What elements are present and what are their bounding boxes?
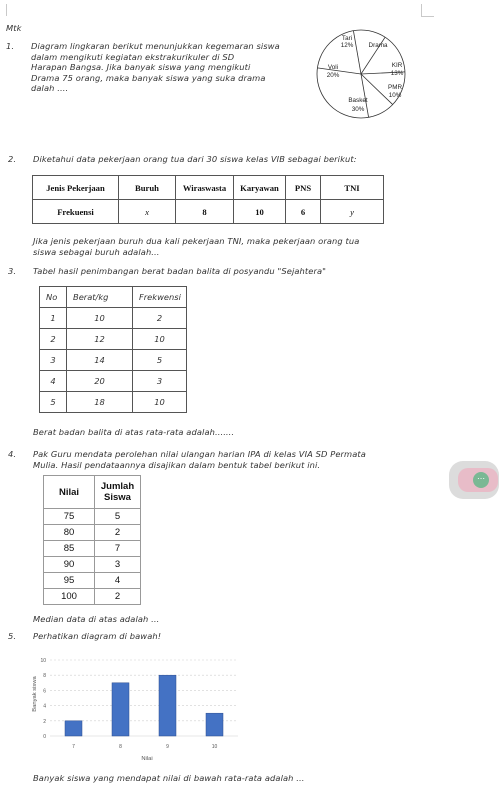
pie-value-basket: 30% [351,106,365,113]
chart-y-tick-label: 2 [43,718,46,725]
page-corner-right [421,4,434,17]
pie-label-drama: Drama [368,42,388,49]
pie-label-pmr: PMR [388,84,402,91]
q3-question: Berat badan balita di atas rata-rata adalah....... [33,427,235,437]
q2-cell: 6 [286,200,321,224]
chart-y-tick-label: 6 [43,688,46,695]
q3-header-cell: No [40,287,67,308]
chart-x-tick-label: 7 [72,744,75,750]
q3-cell: 10 [133,392,187,413]
pie-label-voli: Voli [327,64,339,71]
q2-cell: 10 [234,200,286,224]
q4-intro-line: Pak Guru mendata perolehan nilai ulangan harian IPA di kelas VIA SD Permata [33,449,366,459]
q4-cell: 75 [44,509,95,525]
q1-line: Diagram lingkaran berikut menunjukkan kegemaran siswa [31,41,280,51]
chart-x-tick-label: 10 [211,744,218,750]
q4-cell: 3 [95,557,141,573]
q4-cell: 80 [44,525,95,541]
q4-cell: 4 [95,573,141,589]
q1-line: dalah .... [31,83,69,94]
pie-chart [305,27,417,127]
chart-y-tick-label: 0 [43,734,46,740]
q2-cell: 8 [176,200,234,224]
q3-cell: 2 [133,308,187,329]
q2-question-line: Jika jenis pekerjaan buruh dua kali pekerjaan TNI, maka pekerjaan orang tua [33,236,360,246]
chart-x-axis-label: Nilai [141,756,153,762]
q3-cell: 2 [40,329,67,350]
q4-cell: 100 [44,589,95,605]
q2-table [32,175,384,224]
chart-y-tick-label: 10 [40,658,46,664]
q2-question-line: siswa sebagai buruh adalah... [33,247,160,257]
q1-line: Harapan Bangsa. Jika banyak siswa yang mengikuti [31,62,251,73]
bar-chart [30,652,245,764]
q2-header-cell: PNS [286,176,321,200]
q3-cell: 20 [67,371,133,392]
q3-cell: 4 [40,371,67,392]
q3-cell: 3 [133,371,187,392]
q4-cell: 90 [44,557,95,573]
q5-intro: Perhatikan diagram di bawah! [33,631,162,641]
pie-label-tari: Tari [341,35,353,42]
q4-cell: 5 [95,509,141,525]
pie-value-kir: 13% [390,70,404,77]
chart-y-tick-label: 4 [43,703,46,710]
pie-label-basket: Basket [348,97,368,104]
pie-value-voli: 20% [326,72,340,79]
q3-header-cell: Frekwensi [133,287,187,308]
q3-cell: 3 [40,350,67,371]
q3-cell: 14 [67,350,133,371]
q4-question: Median data di atas adalah ... [33,614,160,624]
pie-value-pmr: 10% [388,92,402,99]
chart-bar [65,721,82,736]
q3-table [39,286,187,413]
q3-number: 3. [8,266,17,276]
chart-y-tick-label: 8 [43,673,46,680]
chart-x-tick-label: 9 [166,744,169,750]
q3-cell: 5 [133,350,187,371]
q5-question: Banyak siswa yang mendapat nilai di bawah rata-rata adalah ... [33,773,305,783]
q2-question [33,236,359,258]
q4-cell: 95 [44,573,95,589]
q2-header-cell: Wiraswasta [176,176,234,200]
more-icon[interactable]: ⋯ [473,472,489,488]
q1-line: Drama 75 orang, maka banyak siswa yang suka drama [31,72,266,83]
q1-number: 1. [6,41,15,51]
q3-cell: 5 [40,392,67,413]
q2-header-cell: Jenis Pekerjaan [33,176,119,200]
q4-intro [33,449,366,471]
q2-number: 2. [8,154,17,164]
q3-cell: 1 [40,308,67,329]
chart-bar [159,675,176,736]
q3-cell: 12 [67,329,133,350]
q2-cell: x [119,200,176,224]
q2-intro: Diketahui data pekerjaan orang tua dari 30 siswa kelas VIB sebagai berikut: [33,154,357,164]
q2-cell: y [321,200,384,224]
q4-cell: 85 [44,541,95,557]
q2-row-label: Frekuensi [33,200,119,224]
q2-header-cell: Buruh [119,176,176,200]
chart-bar [112,683,129,736]
q4-cell: 2 [95,525,141,541]
subject-label: Mtk [6,23,22,33]
chart-bar [206,713,223,736]
page-corner-left [6,4,7,16]
pie-label-kir: KIR [391,62,403,69]
q4-table [43,475,141,605]
q4-intro-line: Mulia. Hasil pendataannya disajikan dalam bentuk tabel berikut ini. [33,460,321,470]
q4-cell: 7 [95,541,141,557]
q4-number: 4. [8,449,17,459]
q2-header-cell: Karyawan [234,176,286,200]
q4-header-cell: Jumlah Siswa [95,476,141,509]
q5-number: 5. [8,631,17,641]
q3-cell: 18 [67,392,133,413]
q2-header-cell: TNI [321,176,384,200]
q4-header-cell: Nilai [44,476,95,509]
q3-header-cell: Berat/kg [67,287,133,308]
q1-text [31,41,280,94]
q1-line: dalam mengikuti kegiatan ekstrakurikuler di SD [31,51,235,62]
chart-y-axis-label: Banyak siswa [32,676,38,712]
pie-value-tari: 12% [340,42,354,49]
q3-cell: 10 [133,329,187,350]
chart-x-tick-label: 8 [119,744,122,750]
q4-cell: 2 [95,589,141,605]
q3-intro: Tabel hasil penimbangan berat badan balita di posyandu "Sejahtera" [33,266,327,276]
q3-cell: 10 [67,308,133,329]
